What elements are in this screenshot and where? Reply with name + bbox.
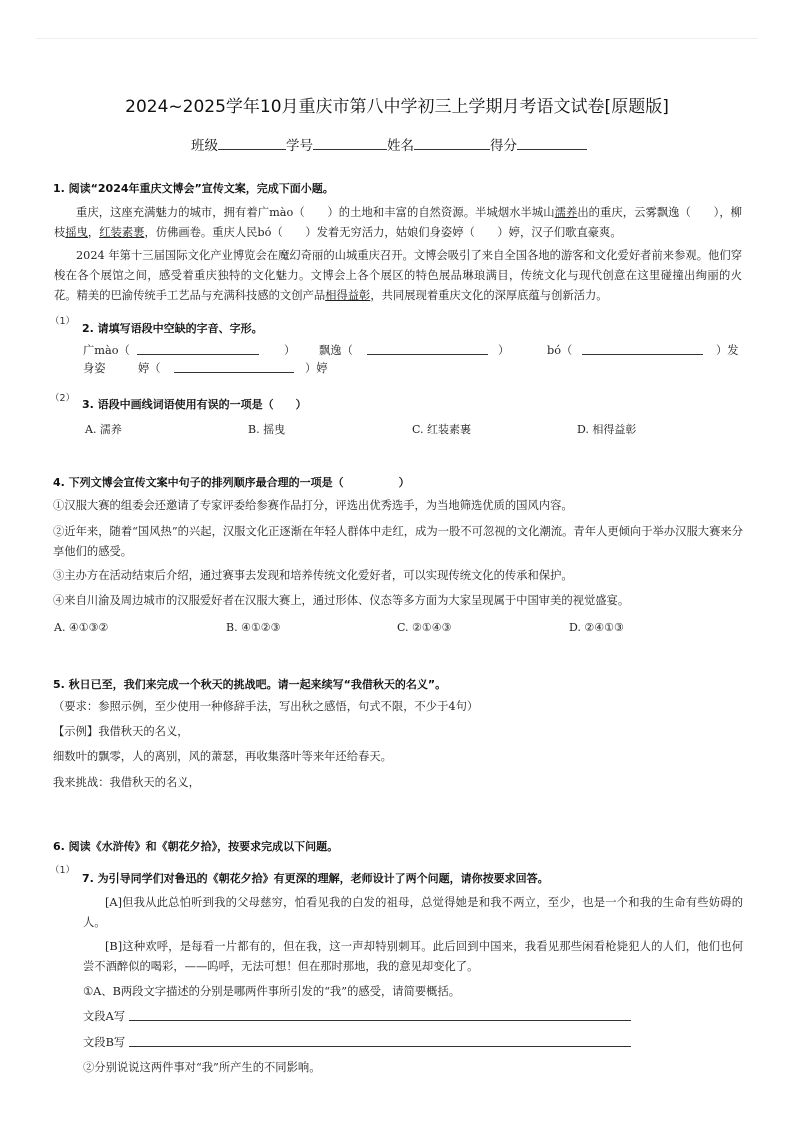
q1-p2-text-a: 2024 年第十三届国际文化产业博览会在魔幻奇丽的山城重庆召开。文博会吸引了来自全国各地的游客和文化爱好者前来参观。他们穿梭在各个展馆之间，感受着重庆独特的文化魅力。文博会上各个展区的特色展品琳琅满目，传统文化与现代创意在这里碰撞出绚丽的火花。精美的巴渝传统手工艺品与充满科技感的文创产品 [54, 249, 742, 302]
q7-answer-a-line[interactable] [129, 1020, 631, 1021]
q7-passage-a: [A]但我从此总怕听到我的父母慈穷，怕看见我的白发的祖母，总觉得她是和我不两立，至少，也是一个和我的生命有些妨碍的人。 [83, 896, 743, 929]
q2-fill-piaoyi-line[interactable] [367, 354, 488, 355]
q4-option-a[interactable]: A. ④①③② [54, 621, 109, 634]
name-label: 姓名 [387, 138, 414, 154]
q7-question-1: ①A、B两段文字描述的分别是哪两件事所引发的“我”的感受，请简要概括。 [83, 985, 461, 998]
q1-paragraph-2 [54, 246, 742, 306]
name-blank[interactable] [414, 137, 490, 150]
q7-answer-a-label: 文段A写 [83, 1010, 126, 1023]
q1-p1-underlined-yaoye: 摇曳 [65, 226, 88, 239]
q4-item-3: ③主办方在活动结束后介绍，通过赛事去发现和培养传统文化爱好者，可以实现传统文化的传承和保护。 [53, 569, 573, 582]
q5-heading: 5. 秋日已至，我们来完成一个秋天的挑战吧。请一起来续写“我借秋天的名义”。 [53, 678, 447, 691]
q3-option-b[interactable]: B. 摇曳 [248, 423, 286, 436]
q3-option-c[interactable]: C. 红装素裹 [412, 423, 472, 436]
number-label: 学号 [286, 138, 313, 154]
q1-p2-underlined-xiangde: 相得益彰 [325, 289, 371, 302]
q3-option-a[interactable]: A. 濡养 [85, 423, 122, 436]
q1-p2-text-b: ，共同展现着重庆文化的深厚底蕴与创新活力。 [370, 289, 608, 302]
q1-p1-text-a: 重庆，这座充满魅力的城市，拥有着广mào（ ）的土地和丰富的自然资源。半城烟水半城山 [76, 206, 555, 219]
q5-example-line: 细数叶的飘零，人的离别，风的萧瑟，再收集落叶等来年还给春天。 [53, 750, 392, 763]
q5-example-label: 【示例】我借秋天的名义， [53, 725, 189, 738]
class-blank[interactable] [218, 137, 286, 150]
q2-fill-guangmao-close: ） [284, 344, 296, 357]
q2-fill-bo-close: ）发 [716, 344, 739, 357]
q2-heading: 2. 请填写语段中空缺的字音、字形。 [82, 322, 263, 335]
q7-answer-b-line[interactable] [129, 1046, 631, 1047]
q2-fill-ting-close: ）婷 [305, 362, 328, 375]
q7-answer-b-label: 文段B写 [83, 1036, 126, 1049]
q2-fill-guangmao-label: 广mào（ [83, 344, 130, 357]
q5-requirement: （要求：参照示例，至少使用一种修辞手法，写出秋之感悟，句式不限，不少于4句） [53, 700, 479, 713]
q2-fill-ting-line[interactable] [174, 372, 294, 373]
q2-fill-piaoyi-label: 飘逸（ [319, 344, 353, 357]
q2-fill-shenzi-label: 身姿 [83, 362, 106, 375]
class-label: 班级 [191, 138, 218, 154]
q1-heading: 1. 阅读“2024年重庆文博会”宣传文案，完成下面小题。 [53, 182, 334, 195]
q4-item-4: ④来自川渝及周边城市的汉服爱好者在汉服大赛上，通过形体、仪态等多方面为大家呈现属于中国审美的视觉盛宴。 [53, 594, 630, 607]
score-blank[interactable] [517, 137, 587, 150]
q6-sub1-number: （1） [50, 865, 76, 876]
q4-option-c[interactable]: C. ②①④③ [397, 621, 452, 634]
q7-heading: 7. 为引导同学们对鲁迅的《朝花夕拾》有更深的理解，老师设计了两个问题，请你按要求回答。 [82, 872, 549, 885]
q1-sub2-number: （2） [50, 393, 76, 404]
q6-heading: 6. 阅读《水浒传》和《朝花夕拾》，按要求完成以下问题。 [53, 840, 339, 853]
q1-p1-text-b: 出的重庆，云雾飘逸（ ），柳枝 [54, 206, 742, 239]
q1-sub1-number: （1） [50, 316, 76, 327]
q4-option-d[interactable]: D. ②④①③ [569, 621, 624, 634]
q1-p1-underlined-hongzhuang: 红装素裹 [99, 226, 145, 239]
number-blank[interactable] [313, 137, 387, 150]
q3-option-d[interactable]: D. 相得益彰 [577, 423, 637, 436]
q5-challenge[interactable]: 我来挑战：我借秋天的名义， [53, 776, 200, 789]
top-divider [36, 38, 758, 39]
student-info-row [191, 134, 587, 154]
q1-p1-underlined-rushang: 濡养 [554, 206, 578, 219]
q7-question-2: ②分别说说这两件事对“我”所产生的不同影响。 [83, 1061, 321, 1074]
q2-fill-bo-label: bó（ [547, 344, 573, 357]
q3-heading: 3. 语段中画线词语使用有误的一项是（ ） [82, 398, 307, 411]
q1-paragraph-1 [54, 203, 742, 243]
q4-option-b[interactable]: B. ④①②③ [226, 621, 281, 634]
q4-heading: 4. 下列文博会宣传文案中句子的排列顺序最合理的一项是（ ） [53, 476, 410, 489]
q2-fill-piaoyi-close: ） [498, 344, 510, 357]
q1-p1-text-d: ，仿佛画卷。重庆人民bó（ ）发着无穷活力，姑娘们身姿婷（ ）婷，汉子们歌直豪爽。 [144, 226, 622, 239]
q7-passage-b: [B]这种欢呼，是每看一片都有的，但在我，这一声却特别刺耳。此后回到中国来，我看见那些闲看枪毙犯人的人们，他们也何尝不酒醉似的喝彩，——呜呼，无法可想！但在那时那地，我的意见却变化了。 [83, 940, 743, 973]
q4-item-1: ①汉服大赛的组委会还邀请了专家评委给参赛作品打分，评选出优秀选手，为当地筛选优质的国风内容。 [53, 499, 573, 512]
q2-fill-guangmao-line[interactable] [137, 354, 259, 355]
q2-fill-ting-label: 婷（ [138, 362, 161, 375]
q2-fill-bo-line[interactable] [582, 354, 703, 355]
q4-item-2: ②近年来，随着“国风热”的兴起，汉服文化正逐渐在年轻人群体中走红，成为一股不可忽视的文化潮流。青年人更倾向于举办汉服大赛来分享他们的感受。 [53, 525, 743, 558]
score-label: 得分 [490, 138, 517, 154]
q1-p1-text-c: ， [87, 226, 100, 239]
page-title: 2024~2025学年10月重庆市第八中学初三上学期月考语文试卷[原题版] [125, 97, 669, 117]
